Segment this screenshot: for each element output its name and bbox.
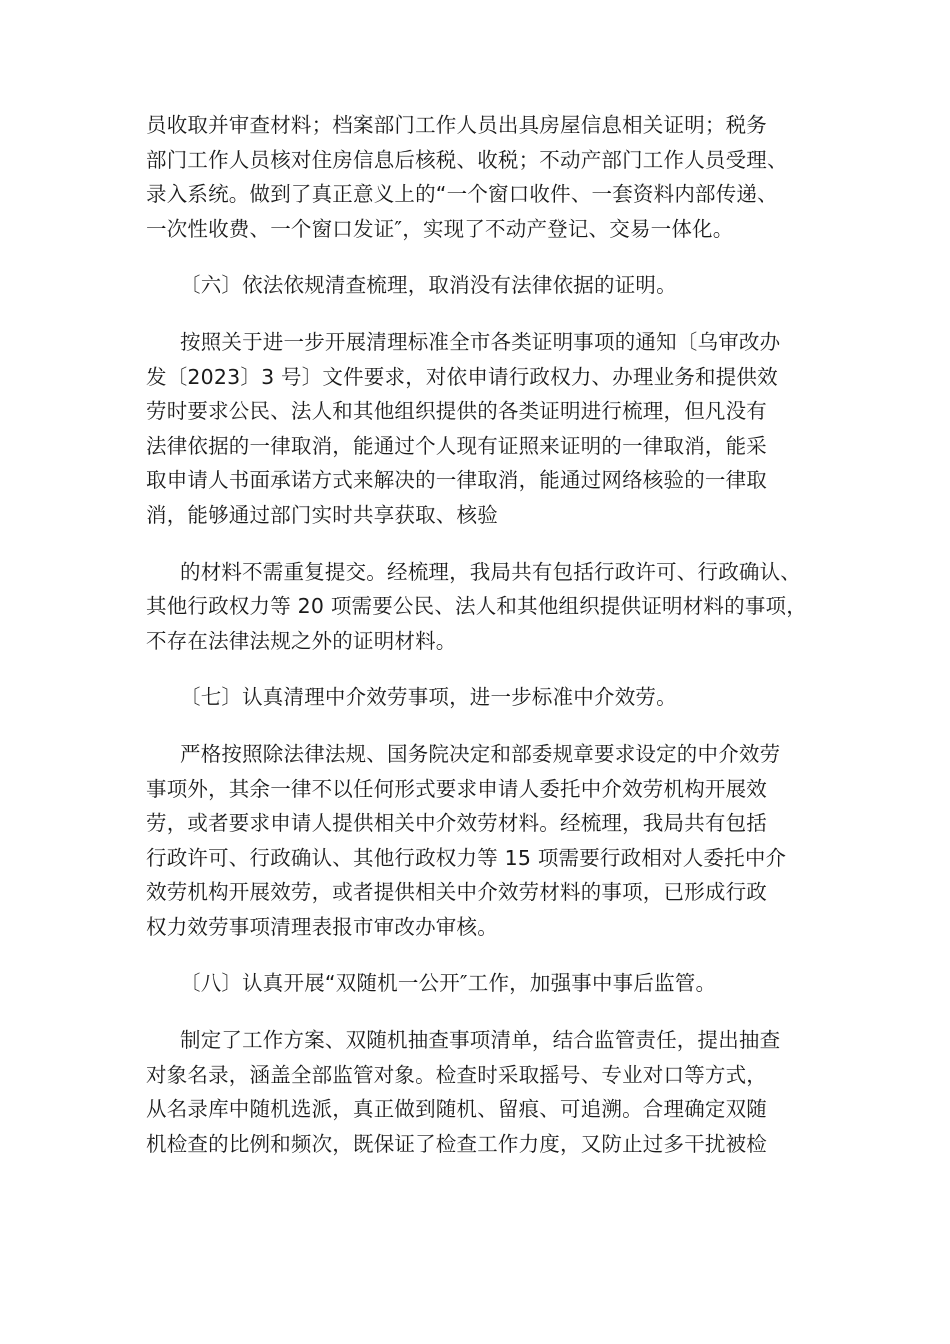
text-line: 取申请人书面承诺方式来解决的一律取消，能通过网络核验的一律取	[146, 468, 767, 493]
text-line: 制定了工作方案、双随机抽查事项清单，结合监管责任，提出抽查	[180, 1028, 781, 1053]
text-line: 行政许可、行政确认、其他行政权力等 15 项需要行政相对人委托中介	[146, 845, 787, 870]
text-line: 事项外，其余一律不以任何形式要求申请人委托中介效劳机构开展效	[146, 776, 767, 801]
text-line: 对象名录，涵盖全部监管对象。检查时采取摇号、专业对口等方式，	[146, 1062, 767, 1087]
paragraph-certificate-review	[146, 325, 826, 533]
text-line: 按照关于进一步开展清理标准全市各类证明事项的通知〔乌审改办	[180, 329, 781, 354]
paragraph-random-inspection	[146, 1023, 826, 1161]
text-line: 劳，或者要求申请人提供相关中介效劳材料。经梳理，我局共有包括	[146, 811, 767, 836]
section-heading-seven	[146, 680, 826, 715]
text-line: 效劳机构开展效劳，或者提供相关中介效劳材料的事项，已形成行政	[146, 880, 767, 905]
text-line: 员收取并审查材料；档案部门工作人员出具房屋信息相关证明；税务	[146, 113, 767, 137]
text-line: 部门工作人员核对住房信息后核税、收税；不动产部门工作人员受理、	[146, 147, 788, 172]
text-line: 发〔2023〕3 号〕文件要求，对依申请行政权力、办理业务和提供效	[146, 364, 778, 389]
paragraph-certificate-result	[146, 555, 826, 659]
section-heading-six	[146, 268, 826, 303]
section-heading-eight	[146, 966, 826, 1001]
paragraph-process-integration	[146, 108, 826, 246]
heading-line: 〔六〕依法依规清查梳理，取消没有法律依据的证明。	[180, 273, 677, 298]
text-line: 劳时要求公民、法人和其他组织提供的各类证明进行梳理，但凡没有	[146, 399, 767, 424]
text-line: 法律依据的一律取消，能通过个人现有证照来证明的一律取消，能采	[146, 433, 767, 458]
text-line: 一次性收费、一个窗口发证″，实现了不动产登记、交易一体化。	[146, 216, 734, 241]
heading-line: 〔八〕认真开展“双随机一公开″工作，加强事中事后监管。	[180, 971, 717, 996]
text-line: 的材料不需重复提交。经梳理，我局共有包括行政许可、行政确认、	[180, 559, 801, 584]
document-body	[146, 108, 826, 1183]
text-line: 从名录库中随机选派，真正做到随机、留痕、可追溯。合理确定双随	[146, 1097, 767, 1122]
text-line: 权力效劳事项清理表报市审改办审核。	[146, 914, 498, 939]
text-line: 录入系统。做到了真正意义上的“一个窗口收件、一套资料内部传递、	[146, 182, 778, 207]
text-line: 消，能够通过部门实时共享获取、核验	[146, 502, 498, 527]
text-line: 其他行政权力等 20 项需要公民、法人和其他组织提供证明材料的事项，	[146, 594, 807, 619]
paragraph-intermediary-services	[146, 737, 826, 945]
text-line: 不存在法律法规之外的证明材料。	[146, 628, 457, 653]
text-line: 机检查的比例和频次，既保证了检查工作力度，又防止过多干扰被检	[146, 1131, 767, 1156]
heading-line: 〔七〕认真清理中介效劳事项，进一步标准中介效劳。	[180, 685, 677, 710]
text-line: 严格按照除法律法规、国务院决定和部委规章要求设定的中介效劳	[180, 741, 781, 766]
